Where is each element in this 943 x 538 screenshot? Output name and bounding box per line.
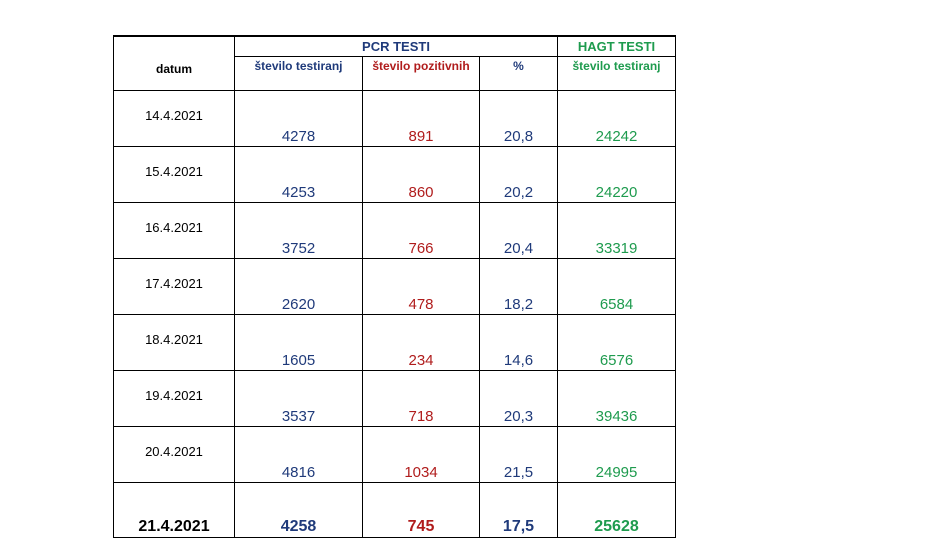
row-hagt-tested: 24995 [558,427,676,483]
row-date: 17.4.2021 [114,259,235,315]
header-pcr-positive: število pozitivnih [363,57,480,91]
row-pcr-tested: 4253 [235,147,363,203]
row-percent: 20,2 [480,147,558,203]
row-percent: 20,4 [480,203,558,259]
table-row-latest [114,483,676,538]
row-pcr-tested: 2620 [235,259,363,315]
row-pcr-positive: 745 [363,483,480,538]
row-percent: 17,5 [480,483,558,538]
table-row [114,91,676,147]
row-percent: 21,5 [480,427,558,483]
row-date: 20.4.2021 [114,427,235,483]
table-row [114,315,676,371]
header-pcr-percent: % [480,57,558,91]
row-pcr-tested: 3537 [235,371,363,427]
row-hagt-tested: 33319 [558,203,676,259]
row-pcr-positive: 1034 [363,427,480,483]
row-percent: 18,2 [480,259,558,315]
row-date: 19.4.2021 [114,371,235,427]
header-pcr-group: PCR TESTI [235,36,558,57]
row-percent: 20,3 [480,371,558,427]
table-row [114,427,676,483]
table-row [114,259,676,315]
row-date: 16.4.2021 [114,203,235,259]
row-pcr-positive: 766 [363,203,480,259]
row-pcr-tested: 4278 [235,91,363,147]
row-date: 21.4.2021 [114,483,235,538]
row-date: 18.4.2021 [114,315,235,371]
row-hagt-tested: 6584 [558,259,676,315]
row-pcr-positive: 891 [363,91,480,147]
row-pcr-positive: 860 [363,147,480,203]
row-pcr-tested: 4816 [235,427,363,483]
row-hagt-tested: 24242 [558,91,676,147]
table-row [114,371,676,427]
table-row [114,203,676,259]
header-group-row [114,36,676,57]
row-hagt-tested: 24220 [558,147,676,203]
header-date: datum [114,36,235,91]
header-hagt-tested: število testiranj [558,57,676,91]
row-percent: 20,8 [480,91,558,147]
header-hagt-group: HAGT TESTI [558,36,676,57]
row-pcr-positive: 718 [363,371,480,427]
row-date: 15.4.2021 [114,147,235,203]
row-hagt-tested: 39436 [558,371,676,427]
row-hagt-tested: 25628 [558,483,676,538]
row-hagt-tested: 6576 [558,315,676,371]
testing-table [113,35,676,538]
row-percent: 14,6 [480,315,558,371]
row-date: 14.4.2021 [114,91,235,147]
row-pcr-tested: 4258 [235,483,363,538]
row-pcr-positive: 478 [363,259,480,315]
row-pcr-tested: 3752 [235,203,363,259]
table-row [114,147,676,203]
row-pcr-positive: 234 [363,315,480,371]
row-pcr-tested: 1605 [235,315,363,371]
header-pcr-tested: število testiranj [235,57,363,91]
